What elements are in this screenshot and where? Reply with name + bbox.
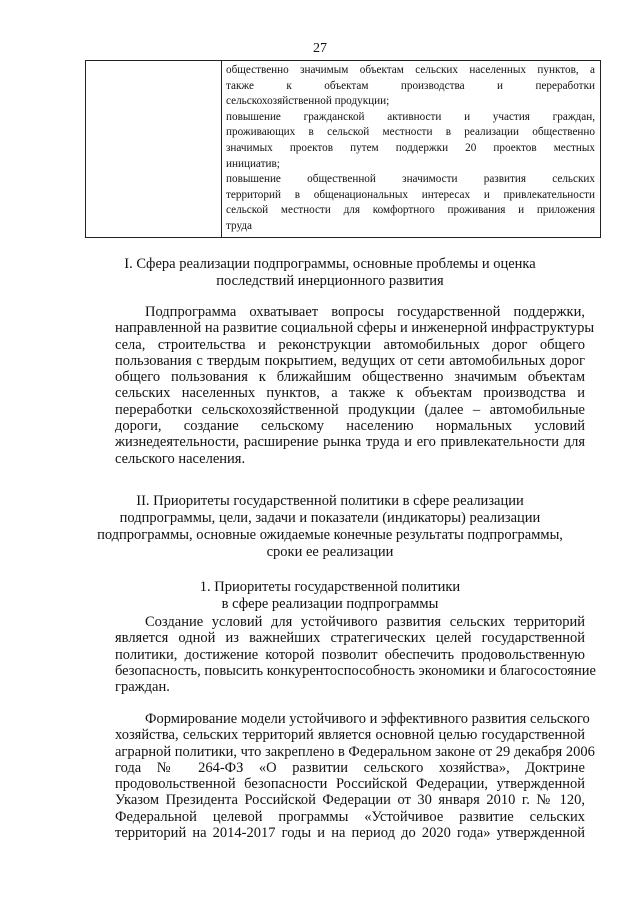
section-1-heading bbox=[95, 256, 565, 290]
paragraph-line: Подпрограмма охватывает вопросы государственной поддержки, bbox=[145, 304, 585, 320]
paragraph-line: сельского населения. bbox=[115, 450, 246, 467]
subsection-1-heading bbox=[95, 579, 565, 613]
table-line: инициатив; bbox=[226, 157, 280, 170]
heading-line: I. Сфера реализации подпрограммы, основные проблемы и оценка bbox=[124, 256, 536, 272]
page-number: 27 bbox=[313, 41, 327, 56]
table-line: сельской местности для комфортного проживания и приложения bbox=[226, 204, 595, 217]
table-cell-text bbox=[226, 63, 595, 235]
subsection-1-paragraph-1 bbox=[115, 614, 596, 696]
paragraph-line: политики, достижение которой позволит обеспечить продовольственную bbox=[115, 646, 585, 663]
paragraph-line: граждан. bbox=[115, 679, 170, 696]
paragraph-line: переработки сельскохозяйственной продукции (далее – автомобильные bbox=[115, 401, 585, 418]
section-2-heading bbox=[95, 493, 565, 561]
table-line: сельскохозяйственной продукции; bbox=[226, 95, 390, 108]
paragraph-line: общего пользования к ближайшим общественно значимым объектам bbox=[115, 369, 585, 386]
table-line: повышение гражданской активности и участия граждан, bbox=[226, 110, 595, 123]
heading-line: последствий инерционного развития bbox=[216, 273, 444, 289]
heading-line: подпрограммы, цели, задачи и показатели (индикаторы) реализации bbox=[119, 510, 541, 526]
section-1-paragraph bbox=[115, 304, 595, 467]
heading-line: в сфере реализации подпрограммы bbox=[221, 596, 439, 612]
table-line: также к объектам производства и переработки bbox=[226, 79, 595, 92]
table-line: проживающих в сельской местности в реализации общественно bbox=[226, 126, 595, 139]
heading-line: 1. Приоритеты государственной политики bbox=[199, 579, 461, 595]
table-line: значимых проектов путем поддержки 20 проектов местных bbox=[226, 141, 595, 154]
paragraph-line: является одной из важнейших стратегических целей государственной bbox=[115, 630, 585, 647]
paragraph-line: безопасность, повысить конкурентоспособность экономики и благосостояние bbox=[115, 662, 596, 679]
table-line: общественно значимым объектам сельских населенных пунктов, а bbox=[226, 64, 595, 76]
paragraph-line: сельских населенных пунктов, а также к объектам производства и bbox=[115, 385, 585, 402]
paragraph-line: года № 264-ФЗ «О развитии сельского хозяйства», Доктрине bbox=[115, 759, 585, 776]
paragraph-line: Федеральной целевой программы «Устойчивое развитие сельских bbox=[115, 808, 585, 825]
paragraph-line: хозяйства, сельских территорий является основной целью государственной bbox=[115, 727, 585, 744]
heading-line: II. Приоритеты государственной политики в сфере реализации bbox=[136, 493, 524, 509]
paragraph-line: пользования с твердым покрытием, ведущих от сети автомобильных дорог bbox=[115, 352, 585, 369]
continued-table bbox=[85, 60, 601, 238]
paragraph-line: аграрной политики, что закреплено в Федеральном законе от 29 декабря 2006 bbox=[115, 743, 595, 760]
paragraph-line: Создание условий для устойчивого развития сельских территорий bbox=[145, 614, 585, 630]
paragraph-line: территорий на 2014-2017 годы и на период до 2020 года» утвержденной bbox=[115, 825, 585, 842]
paragraph-line: села, строительства и реконструкции автомобильных дорог общего bbox=[115, 336, 585, 353]
subsection-1-paragraph-2 bbox=[115, 711, 595, 842]
paragraph-line: жизнедеятельности, расширение рынка труда и его привлекательности для bbox=[115, 434, 585, 451]
table-line: труда bbox=[226, 219, 253, 232]
paragraph-line: продовольственной безопасности Российской Федерации, утвержденной bbox=[115, 776, 585, 793]
heading-line: сроки ее реализации bbox=[266, 544, 394, 560]
paragraph-line: направленной на развитие социальной сферы и инженерной инфраструктуры bbox=[115, 320, 595, 337]
paragraph-line: дороги, создание сельскому населению нормальных условий bbox=[115, 418, 585, 435]
paragraph-line: Формирование модели устойчивого и эффективного развития сельского bbox=[145, 711, 590, 727]
table-column-divider bbox=[221, 61, 222, 237]
heading-line: подпрограммы, основные ожидаемые конечные результаты подпрограммы, bbox=[97, 527, 563, 543]
table-line: повышение общественной значимости развития сельских bbox=[226, 173, 595, 186]
table-line: территорий в общенациональных интересах и привлекательности bbox=[226, 188, 595, 201]
paragraph-line: Указом Президента Российской Федерации от 30 января 2010 г. № 120, bbox=[115, 792, 585, 809]
